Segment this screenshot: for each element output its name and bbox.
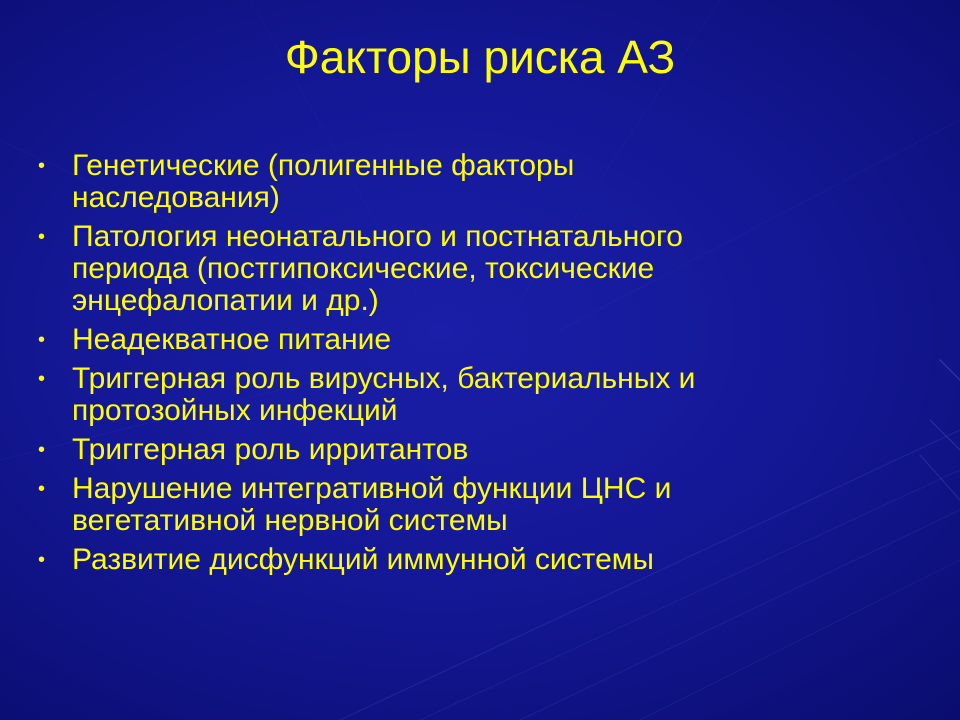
bullet-line: протозойных инфекций: [72, 394, 398, 427]
bullet-marker: •: [38, 226, 46, 248]
bullet-text: [72, 434, 468, 466]
bullet-list: [38, 150, 918, 583]
bullet-item-nutrition: [38, 324, 918, 356]
bullet-marker: •: [38, 549, 46, 571]
bullet-text: [72, 221, 683, 317]
slide-title: Факторы риска АЗ: [284, 31, 676, 83]
bullet-marker: •: [38, 478, 46, 500]
bullet-line: Нарушение интегративной функции ЦНС и: [72, 472, 672, 505]
bullet-marker: •: [38, 155, 46, 177]
bullet-line: энцефалопатии и др.): [72, 284, 379, 317]
bullet-item-cns: [38, 473, 918, 537]
bullet-text: [72, 544, 654, 576]
bullet-line: Генетические (полигенные факторы: [72, 149, 575, 182]
bullet-item-pathology: [38, 221, 918, 317]
bullet-text: [72, 473, 671, 537]
bullet-marker: •: [38, 368, 46, 390]
bullet-item-genetic: [38, 150, 918, 214]
bullet-marker: •: [38, 439, 46, 461]
bullet-marker: •: [38, 329, 46, 351]
bullet-line: вегетативной нервной системы: [72, 504, 508, 537]
bullet-item-immune: [38, 544, 918, 576]
bullet-line: периода (постгипоксические, токсические: [72, 252, 655, 285]
bullet-line: наследования): [72, 181, 280, 214]
bullet-item-infections: [38, 363, 918, 427]
bullet-text: [72, 363, 695, 427]
bullet-line: Неадекватное питание: [72, 323, 392, 356]
bullet-line: Триггерная роль ирритантов: [72, 433, 469, 466]
bullet-text: [72, 150, 574, 214]
bullet-item-irritants: [38, 434, 918, 466]
bullet-line: Развитие дисфункций иммунной системы: [72, 543, 654, 576]
bullet-line: Патология неонатального и постнатального: [72, 220, 683, 253]
bullet-line: Триггерная роль вирусных, бактериальных и: [72, 362, 696, 395]
bullet-text: [72, 324, 391, 356]
